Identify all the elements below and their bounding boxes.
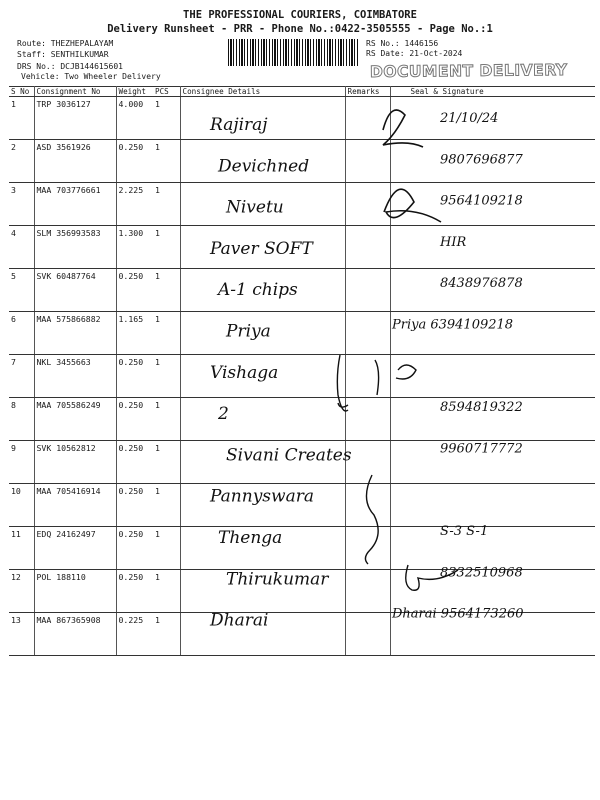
consignee-cell [180, 97, 345, 140]
remarks-cell [345, 269, 390, 312]
table-row [9, 269, 595, 312]
remarks-cell [345, 613, 390, 656]
col-sno-header: S No [9, 87, 34, 97]
document-delivery-stamp: DOCUMENT DELIVERY [369, 60, 568, 82]
weight-cell: 1.300 [116, 226, 153, 269]
table-header-row [9, 87, 595, 97]
remarks-cell [345, 527, 390, 570]
handwritten-seal-signature: 8594819322 [440, 400, 523, 416]
handwritten-consignee: Rajiraj [210, 115, 268, 135]
col-remarks-header: Remarks [345, 87, 390, 97]
table-row [9, 570, 595, 613]
consignment-no-cell: EDQ 24162497 [34, 527, 116, 570]
table-row [9, 140, 595, 183]
consignee-cell [180, 355, 345, 398]
consignee-cell [180, 484, 345, 527]
table-row [9, 312, 595, 355]
weight-cell: 0.250 [116, 570, 153, 613]
consignment-no-cell: SVK 60487764 [34, 269, 116, 312]
pcs-cell: 1 [153, 269, 180, 312]
table-row [9, 613, 595, 656]
remarks-cell [345, 226, 390, 269]
weight-cell: 0.250 [116, 355, 153, 398]
handwritten-consignee: Sivani Creates [226, 445, 352, 466]
company-title: THE PROFESSIONAL COURIERS, COIMBATORE [183, 9, 417, 21]
weight-cell: 0.250 [116, 398, 153, 441]
remarks-cell [345, 312, 390, 355]
remarks-cell [345, 441, 390, 484]
sno-cell: 1 [9, 97, 34, 140]
sno-cell: 4 [9, 226, 34, 269]
handwritten-seal-signature: HIR [440, 234, 467, 250]
col-consignee-header: Consignee Details [180, 87, 345, 97]
consignee-cell [180, 398, 345, 441]
consignment-no-cell: POL 188110 [34, 570, 116, 613]
pcs-cell: 1 [153, 355, 180, 398]
sno-cell: 11 [9, 527, 34, 570]
sno-cell: 10 [9, 484, 34, 527]
weight-cell: 4.000 [116, 97, 153, 140]
sno-cell: 12 [9, 570, 34, 613]
table-row [9, 97, 595, 140]
pcs-cell: 1 [153, 441, 180, 484]
handwritten-seal-signature: Dharai 9564173260 [392, 606, 524, 622]
remarks-cell [345, 484, 390, 527]
sno-cell: 13 [9, 613, 34, 656]
weight-cell: 0.250 [116, 269, 153, 312]
handwritten-seal-signature: 8332510968 [440, 565, 523, 581]
consignment-no-cell: MAA 705586249 [34, 398, 116, 441]
seal-signature-cell [390, 140, 595, 183]
handwritten-seal-signature: 9960717772 [440, 441, 523, 457]
runsheet-heading: Delivery Runsheet - PRR - Phone No.:0422-3505555 - Page No.:1 [107, 23, 493, 35]
weight-cell: 0.250 [116, 441, 153, 484]
seal-signature-cell [390, 441, 595, 484]
handwritten-consignee: Thirukumar [226, 569, 329, 590]
consignment-no-cell: MAA 867365908 [34, 613, 116, 656]
sno-cell: 3 [9, 183, 34, 226]
rs-date: RS Date: 21-Oct-2024 [366, 49, 463, 58]
remarks-cell [345, 355, 390, 398]
vehicle-label: Vehicle: Two Wheeler Delivery [21, 72, 161, 81]
handwritten-consignee: Vishaga [210, 362, 279, 383]
col-weight-header: Weight [116, 87, 153, 97]
seal-signature-cell [390, 183, 595, 226]
consignment-no-cell: TRP 3036127 [34, 97, 116, 140]
rs-number: RS No.: 1446156 [366, 39, 439, 48]
consignee-cell [180, 527, 345, 570]
weight-cell: 0.250 [116, 484, 153, 527]
handwritten-seal-signature: 9564109218 [440, 193, 523, 209]
consignment-no-cell: ASD 3561926 [34, 140, 116, 183]
weight-cell: 2.225 [116, 183, 153, 226]
remarks-cell [345, 570, 390, 613]
col-consignment-header: Consignment No [34, 87, 116, 97]
sno-cell: 2 [9, 140, 34, 183]
consignee-cell [180, 610, 345, 656]
table-row [9, 226, 595, 269]
barcode-image [228, 39, 358, 66]
consignee-cell [180, 269, 345, 312]
handwritten-consignee: Nivetu [226, 197, 284, 218]
sno-cell: 7 [9, 355, 34, 398]
consignment-no-cell: NKL 3455663 [34, 355, 116, 398]
sno-cell: 9 [9, 441, 34, 484]
handwritten-seal-signature: Priya 6394109218 [392, 317, 514, 333]
seal-signature-cell [390, 613, 595, 656]
weight-cell: 0.225 [116, 613, 153, 656]
consignment-no-cell: MAA 703776661 [34, 183, 116, 226]
seal-signature-cell [390, 226, 595, 269]
pcs-cell: 1 [153, 97, 180, 140]
pcs-cell: 1 [153, 398, 180, 441]
weight-cell: 1.165 [116, 312, 153, 355]
staff-label: Staff: SENTHILKUMAR [17, 50, 109, 59]
pcs-cell: 1 [153, 570, 180, 613]
consignment-no-cell: SLM 356993583 [34, 226, 116, 269]
handwritten-seal-signature: 9807696877 [440, 152, 523, 168]
weight-cell: 0.250 [116, 527, 153, 570]
seal-signature-cell [390, 527, 595, 570]
handwritten-seal-signature: S-3 S-1 [440, 524, 489, 539]
drs-number: DRS No.: DCJB144615601 [17, 62, 123, 71]
pcs-cell: 1 [153, 613, 180, 656]
sno-cell: 5 [9, 269, 34, 312]
handwritten-consignee: Pannyswara [210, 486, 314, 507]
remarks-cell [345, 140, 390, 183]
consignment-no-cell: SVK 10562812 [34, 441, 116, 484]
pcs-cell: 1 [153, 140, 180, 183]
seal-signature-cell [390, 312, 595, 355]
table-row [9, 355, 595, 398]
handwritten-consignee: Devichned [218, 156, 310, 177]
handwritten-consignee: A-1 chips [218, 280, 298, 301]
pcs-cell: 1 [153, 312, 180, 355]
table-row [9, 398, 595, 441]
handwritten-seal-signature: 8438976878 [440, 276, 523, 292]
handwritten-consignee: Priya [226, 321, 271, 342]
col-seal-header: Seal & Signature [390, 87, 595, 97]
sno-cell: 8 [9, 398, 34, 441]
consignment-no-cell: MAA 575866882 [34, 312, 116, 355]
consignee-cell [180, 183, 345, 226]
handwritten-consignee: 2 [218, 404, 229, 425]
pcs-cell: 1 [153, 183, 180, 226]
handwritten-seal-signature: 21/10/24 [440, 111, 499, 126]
consignee-cell [180, 140, 345, 183]
seal-signature-cell [390, 269, 595, 312]
consignee-cell [180, 570, 345, 613]
consignment-no-cell: MAA 705416914 [34, 484, 116, 527]
seal-signature-cell [390, 97, 595, 140]
seal-signature-cell [390, 398, 595, 441]
handwritten-consignee: Dharai [210, 610, 269, 631]
consignee-cell [180, 226, 345, 269]
table-row [9, 441, 595, 484]
table-row [9, 527, 595, 570]
consignee-cell [180, 312, 345, 355]
weight-cell: 0.250 [116, 140, 153, 183]
col-pcs-header: PCS [153, 87, 180, 97]
route-label: Route: THEZHEPALAYAM [17, 39, 114, 48]
seal-signature-cell [390, 484, 595, 527]
consignee-cell [180, 441, 345, 484]
pcs-cell: 1 [153, 484, 180, 527]
seal-signature-cell [390, 355, 595, 398]
sno-cell: 6 [9, 312, 34, 355]
handwritten-consignee: Thenga [218, 528, 283, 548]
seal-signature-cell [390, 570, 595, 613]
remarks-cell [345, 97, 390, 140]
table-row [9, 183, 595, 226]
remarks-cell [345, 398, 390, 441]
runsheet-table [9, 86, 595, 656]
pcs-cell: 1 [153, 527, 180, 570]
remarks-cell [345, 183, 390, 226]
pcs-cell: 1 [153, 226, 180, 269]
table-row [9, 484, 595, 527]
handwritten-consignee: Paver SOFT [210, 238, 313, 259]
